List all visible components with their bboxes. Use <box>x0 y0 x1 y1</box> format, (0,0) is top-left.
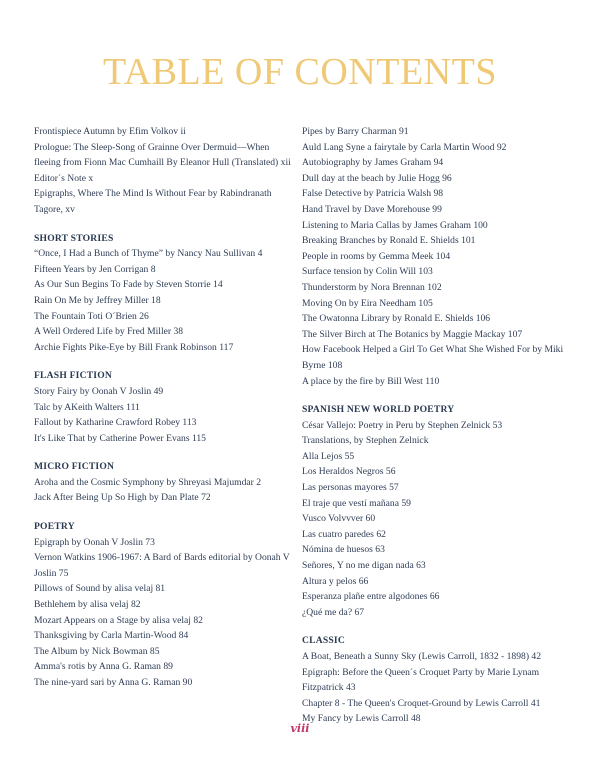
toc-entry[interactable]: Aroha and the Cosmic Symphony by Shreyasi Majumdar 2 <box>34 476 262 488</box>
front-matter-list <box>34 124 298 218</box>
toc-entry[interactable]: Moving On by Eira Needham 105 <box>302 297 433 309</box>
toc-entry[interactable]: Esperanza plañe entre algodones 66 <box>302 591 440 603</box>
section-flash-fiction <box>34 368 298 446</box>
toc-entry[interactable]: Pillows of Sound by alisa velaj 81 <box>34 583 166 595</box>
toc-entry[interactable]: El traje que vestí mañana 59 <box>302 497 411 509</box>
toc-entry[interactable]: Mozart Appears on a Stage by alisa velaj 82 <box>34 614 203 626</box>
toc-entry[interactable]: A Well Ordered Life by Fred Miller 38 <box>34 326 184 338</box>
page-number: viii <box>290 722 310 735</box>
toc-entry[interactable]: Epigraph by Oonah V Joslin 73 <box>34 536 155 548</box>
toc-entry[interactable]: Hand Travel by Dave Morehouse 99 <box>302 203 442 215</box>
toc-entry[interactable]: The Fountain Toti O´Brien 26 <box>34 310 149 322</box>
toc-entry[interactable]: Epigraphs, Where The Mind Is Without Fear by Rabindranath Tagore, xv <box>34 188 272 215</box>
section-poetry <box>34 519 298 691</box>
toc-entry[interactable]: How Facebook Helped a Girl To Get What She Wished For by Miki Byrne 108 <box>302 344 564 371</box>
toc-entry[interactable]: False Detective by Patricia Walsh 98 <box>302 188 444 200</box>
toc-entry[interactable]: The Album by Nick Bowman 85 <box>34 645 160 657</box>
page-title: TABLE OF CONTENTS <box>103 51 497 93</box>
section-heading: SHORT STORIES <box>34 232 114 244</box>
left-column <box>34 124 298 704</box>
toc-entry[interactable]: Listening to Maria Callas by James Graham 100 <box>302 219 488 231</box>
section-heading: SPANISH NEW WORLD POETRY <box>302 404 455 416</box>
toc-entry[interactable]: Bethlehem by alisa velaj 82 <box>34 599 141 611</box>
toc-entry[interactable]: “Once, I Had a Bunch of Thyme” by Nancy Nau Sullivan 4 <box>34 248 263 260</box>
toc-entry[interactable]: Las personas mayores 57 <box>302 482 399 494</box>
toc-entry[interactable]: A Boat, Beneath a Sunny Sky (Lewis Carroll, 1832 - 1898) 42 <box>302 651 542 662</box>
right-column <box>302 124 568 740</box>
toc-entry[interactable]: Los Heraldos Negros 56 <box>302 466 396 478</box>
toc-entry[interactable]: Vernon Watkins 1906-1967: A Bard of Bards editorial by Oonah V Joslin 75 <box>34 552 290 579</box>
toc-entry[interactable]: Las cuatro paredes 62 <box>302 528 386 540</box>
toc-entry[interactable]: Prologue: The Sleep-Song of Grainne Over Dermuid—When fleeing from Fionn Mac Cumhaill By Eleanor Hull (Translated) xii <box>34 141 291 169</box>
toc-entry[interactable]: Vusco Volvvver 60 <box>302 513 376 525</box>
toc-entry[interactable]: Chapter 8 - The Queen's Croquet-Ground by Lewis Carroll 41 <box>302 697 541 709</box>
toc-entry[interactable]: The Silver Birch at The Botanics by Maggie Mackay 107 <box>302 328 523 340</box>
section-micro-fiction <box>34 459 298 506</box>
toc-entry[interactable]: Story Fairy by Oonah V Joslin 49 <box>34 385 164 397</box>
toc-entry[interactable]: ¿Qué me da? 67 <box>302 606 365 618</box>
toc-entry[interactable]: Jack After Being Up So High by Dan Plate 72 <box>34 492 211 504</box>
toc-entry[interactable]: Pipes by Barry Charman 91 <box>302 126 409 137</box>
toc-entry[interactable]: Auld Lang Syne a fairytale by Carla Martin Wood 92 <box>302 141 507 153</box>
poetry-continued-list <box>302 124 568 389</box>
toc-entry[interactable]: Rain On Me by Jeffrey Miller 18 <box>34 294 161 306</box>
toc-entry[interactable]: Thanksgiving by Carla Martin-Wood 84 <box>34 630 189 642</box>
toc-entry[interactable]: People in rooms by Gemma Meek 104 <box>302 250 451 262</box>
section-classic <box>302 633 568 727</box>
section-heading: FLASH FICTION <box>34 370 113 382</box>
toc-entry[interactable]: Translations, by Stephen Zelnick <box>302 435 429 447</box>
toc-entry[interactable]: Fifteen Years by Jen Corrigan 8 <box>34 263 156 275</box>
toc-entry[interactable]: The nine-yard sari by Anna G. Raman 90 <box>34 677 193 688</box>
toc-entry[interactable]: Surface tension by Colin Will 103 <box>302 266 433 278</box>
section-heading: POETRY <box>34 521 75 533</box>
toc-entry[interactable]: Alla Lejos 55 <box>302 450 355 462</box>
toc-entry[interactable]: Dull day at the beach by Julie Hogg 96 <box>302 172 452 184</box>
toc-entry[interactable]: A place by the fire by Bill West 110 <box>302 375 440 387</box>
toc-entry[interactable]: César Vallejo: Poetry in Peru by Stephen Zelnick 53 <box>302 419 503 431</box>
section-heading: MICRO FICTION <box>34 461 115 473</box>
toc-entry[interactable]: Nómina de huesos 63 <box>302 544 385 556</box>
toc-entry[interactable]: The Owatonna Library by Ronald E. Shields 106 <box>302 313 491 325</box>
toc-entry[interactable]: Editor´s Note x <box>34 172 94 184</box>
toc-entry[interactable]: Breaking Branches by Ronald E. Shields 101 <box>302 235 476 247</box>
toc-entry[interactable]: Autobiography by James Graham 94 <box>302 157 444 169</box>
section-heading: CLASSIC <box>302 635 345 647</box>
section-spanish-new-world-poetry <box>302 402 568 620</box>
toc-entry[interactable]: Fallout by Katharine Crawford Robey 113 <box>34 417 197 429</box>
toc-entry[interactable]: Amma's rotis by Anna G. Raman 89 <box>34 661 173 673</box>
toc-entry[interactable]: It's Like That by Catherine Power Evans 115 <box>34 432 206 444</box>
toc-entry[interactable]: Frontispiece Autumn by Efim Volkov ii <box>34 126 186 137</box>
toc-entry[interactable]: Talc by AKeith Walters 111 <box>34 401 140 413</box>
toc-entry[interactable]: Altura y pelos 66 <box>302 575 369 587</box>
toc-entry[interactable]: Thunderstorm by Nora Brennan 102 <box>302 281 442 293</box>
toc-entry[interactable]: Señores, Y no me digan nada 63 <box>302 560 426 572</box>
toc-entry[interactable]: My Fancy by Lewis Carroll 48 <box>302 713 421 725</box>
toc-entry[interactable]: Archie Fights Pike-Eye by Bill Frank Robinson 117 <box>34 341 234 353</box>
toc-entry[interactable]: Epigraph: Before the Queen´s Croquet Party by Marie Lynam Fitzpatrick 43 <box>302 666 540 694</box>
toc-entry[interactable]: As Our Sun Begins To Fade by Steven Storrie 14 <box>34 279 223 291</box>
section-short-stories <box>34 231 298 356</box>
